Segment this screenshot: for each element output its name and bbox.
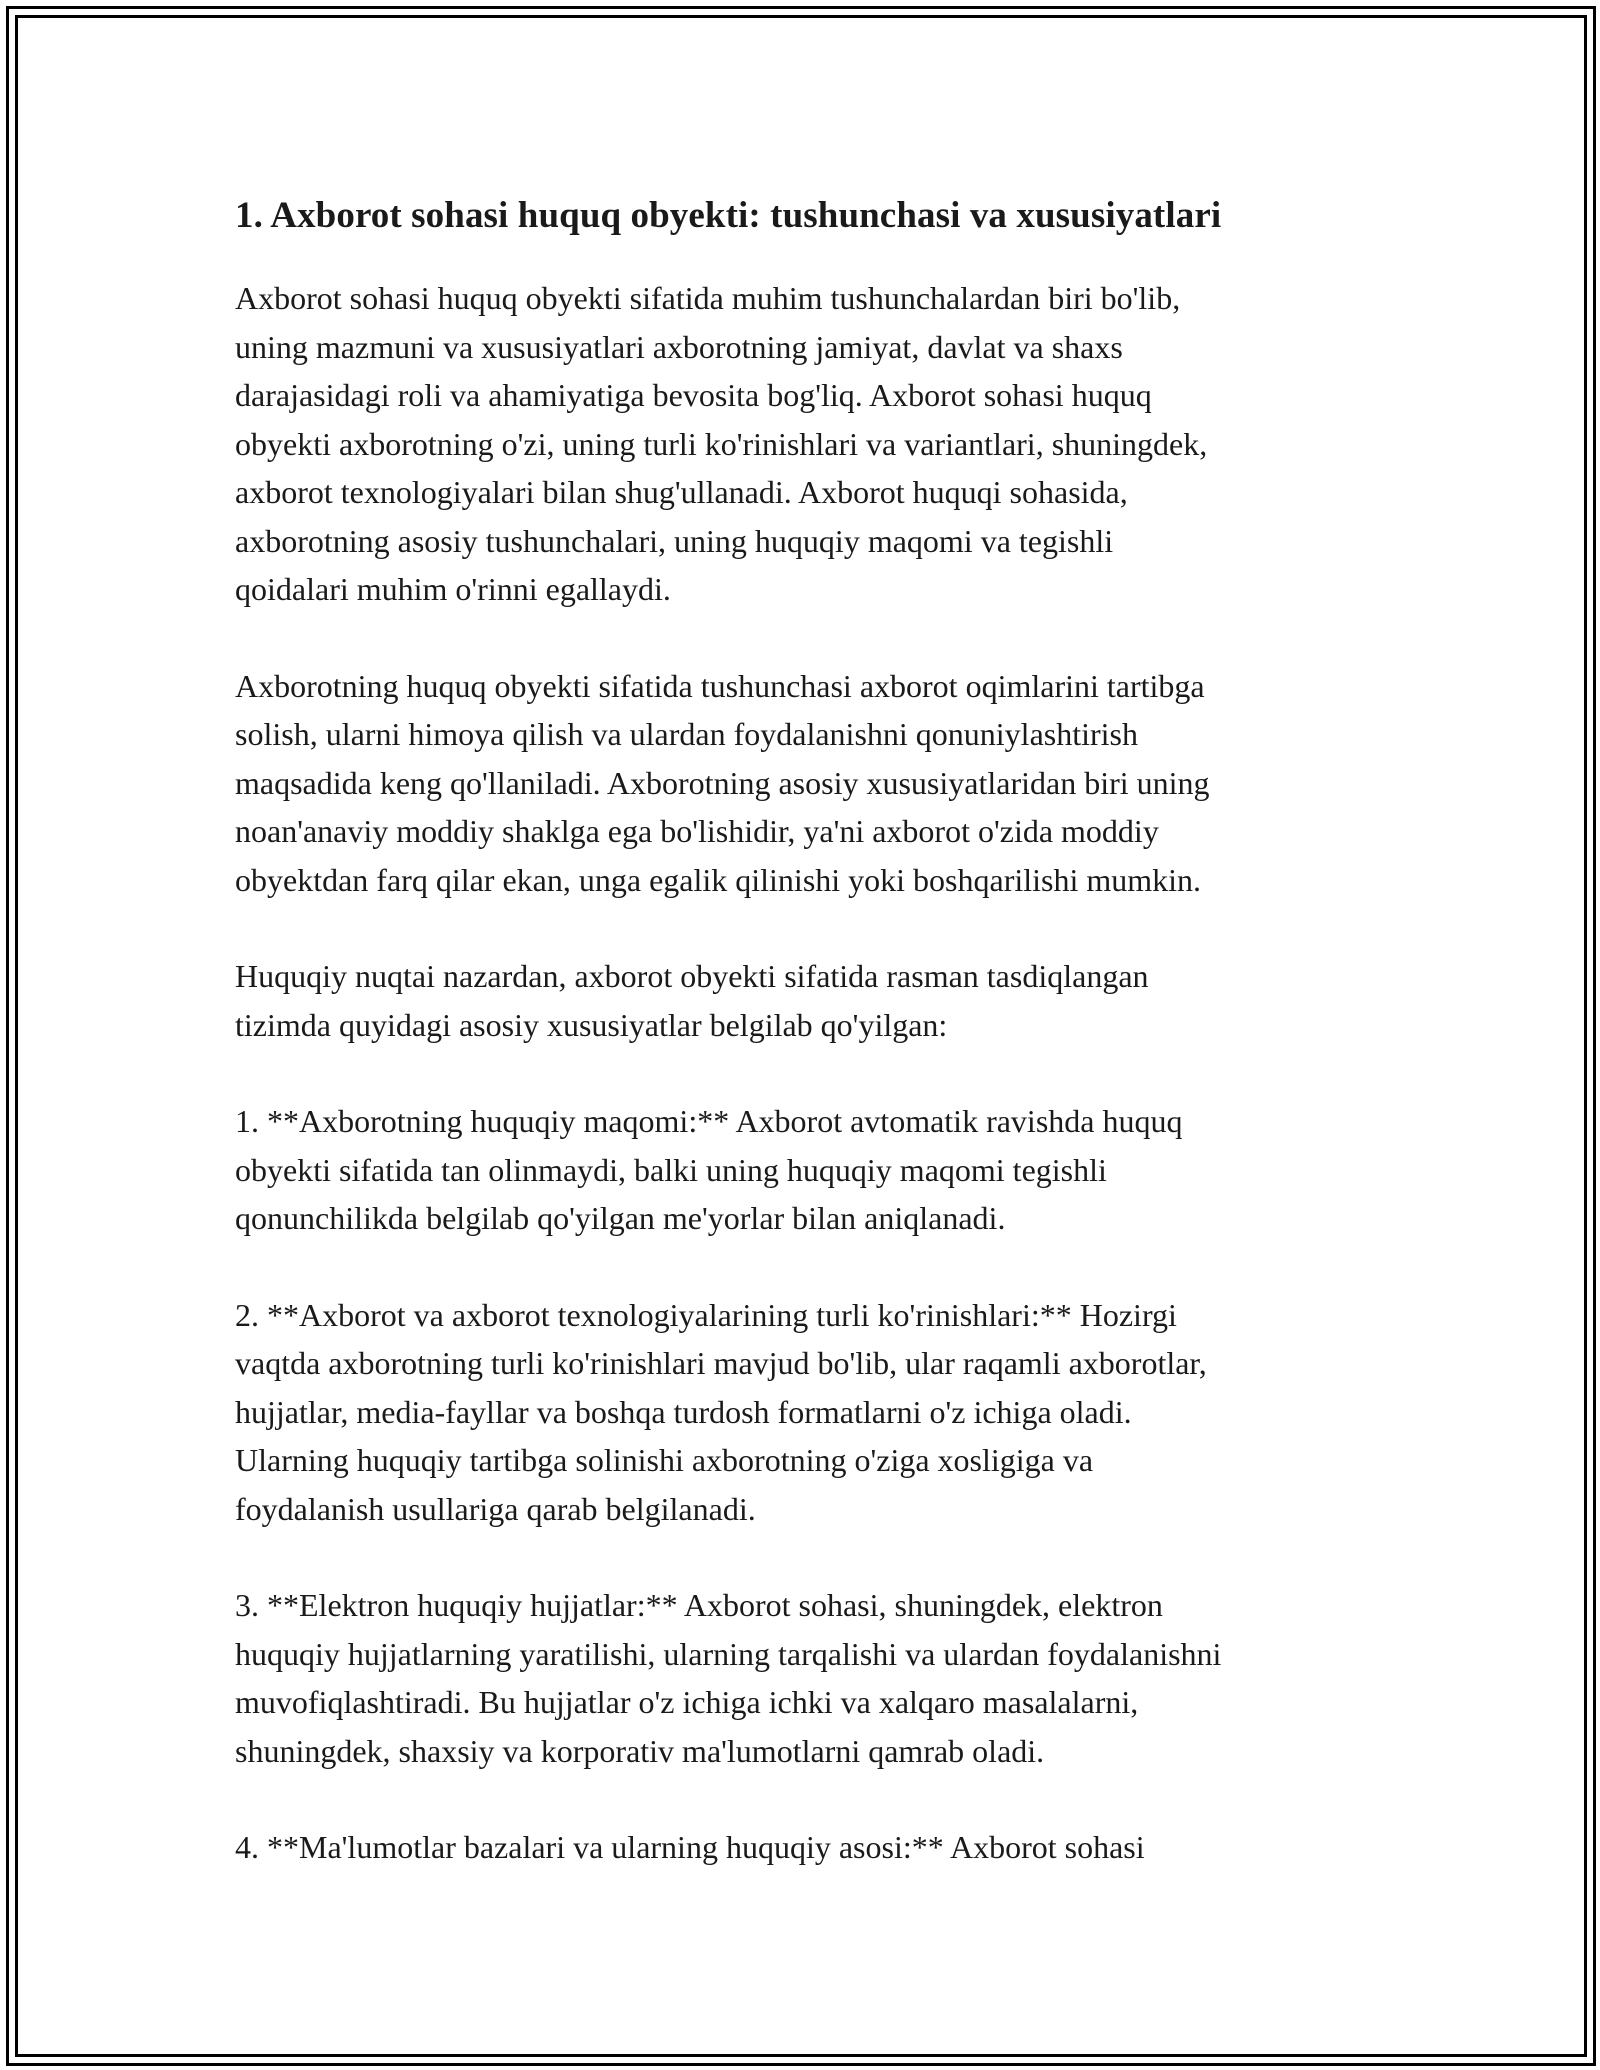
document-body	[235, 180, 1375, 1920]
document-heading: 1. Axborot sohasi huquq obyekti: tushunchasi va xususiyatlari	[235, 195, 1222, 236]
paragraph-intro: Axborot sohasi huquq obyekti sifatida muhim tushunchalardan biri bo'lib, uning mazmuni va xususiyatlari axborotning jamiyat, davlat va shaxs darajasidagi roli va ahamiyatiga bevosita bog'liq. Axborot sohasi huquq obyekti axborotning o'zi, uning turli ko'rinishlari va variantlari, shuningdek, axborot texnologiyalari bilan shug'ullanadi. Axborot huquqi sohasida, axborotning asosiy tushunchalari, uning huquqiy maqomi va tegishli qoidalari muhim o'rinni egallaydi.	[235, 280, 1208, 607]
list-item-4: 4. **Ma'lumotlar bazalari va ularning huquqiy asosi:** Axborot sohasi	[235, 1829, 1145, 1865]
list-item-3: 3. **Elektron huquqiy hujjatlar:** Axborot sohasi, shuningdek, elektron huquqiy hujjatlarning yaratilishi, ularning tarqalishi va ulardan foydalanishni muvofiqlashtiradi. Bu hujjatlar o'z ichiga ichki va xalqaro masalalarni, shuningdek, shaxsiy va korporativ ma'lumotlarni qamrab oladi.	[235, 1587, 1222, 1769]
paragraph-concept: Axborotning huquq obyekti sifatida tushunchasi axborot oqimlarini tartibga solish, ularni himoya qilish va ulardan foydalanishni qonuniylashtirish maqsadida keng qo'llaniladi. Axborotning asosiy xususiyatlaridan biri uning noan'anaviy moddiy shaklga ega bo'lishidir, ya'ni axborot o'zida moddiy obyektdan farq qilar ekan, unga egalik qilinishi yoki boshqarilishi mumkin.	[235, 667, 1210, 898]
paragraph-legal-view: Huquqiy nuqtai nazardan, axborot obyekti sifatida rasman tasdiqlangan tizimda quyidagi asosiy xususiyatlar belgilab qo'yilgan:	[235, 958, 1149, 1043]
list-item-2: 2. **Axborot va axborot texnologiyalarining turli ko'rinishlari:** Hozirgi vaqtda axborotning turli ko'rinishlari mavjud bo'lib, ular raqamli axborotlar, hujjatlar, media-fayllar va boshqa turdosh formatlarni o'z ichiga oladi. Ularning huquqiy tartibga solinishi axborotning o'ziga xosligiga va foydalanish usullariga qarab belgilanadi.	[235, 1296, 1207, 1527]
list-item-1: 1. **Axborotning huquqiy maqomi:** Axborot avtomatik ravishda huquq obyekti sifatida tan olinmaydi, balki uning huquqiy maqomi tegishli qonunchilikda belgilab qo'yilgan me'yorlar bilan aniqlanadi.	[235, 1103, 1183, 1236]
